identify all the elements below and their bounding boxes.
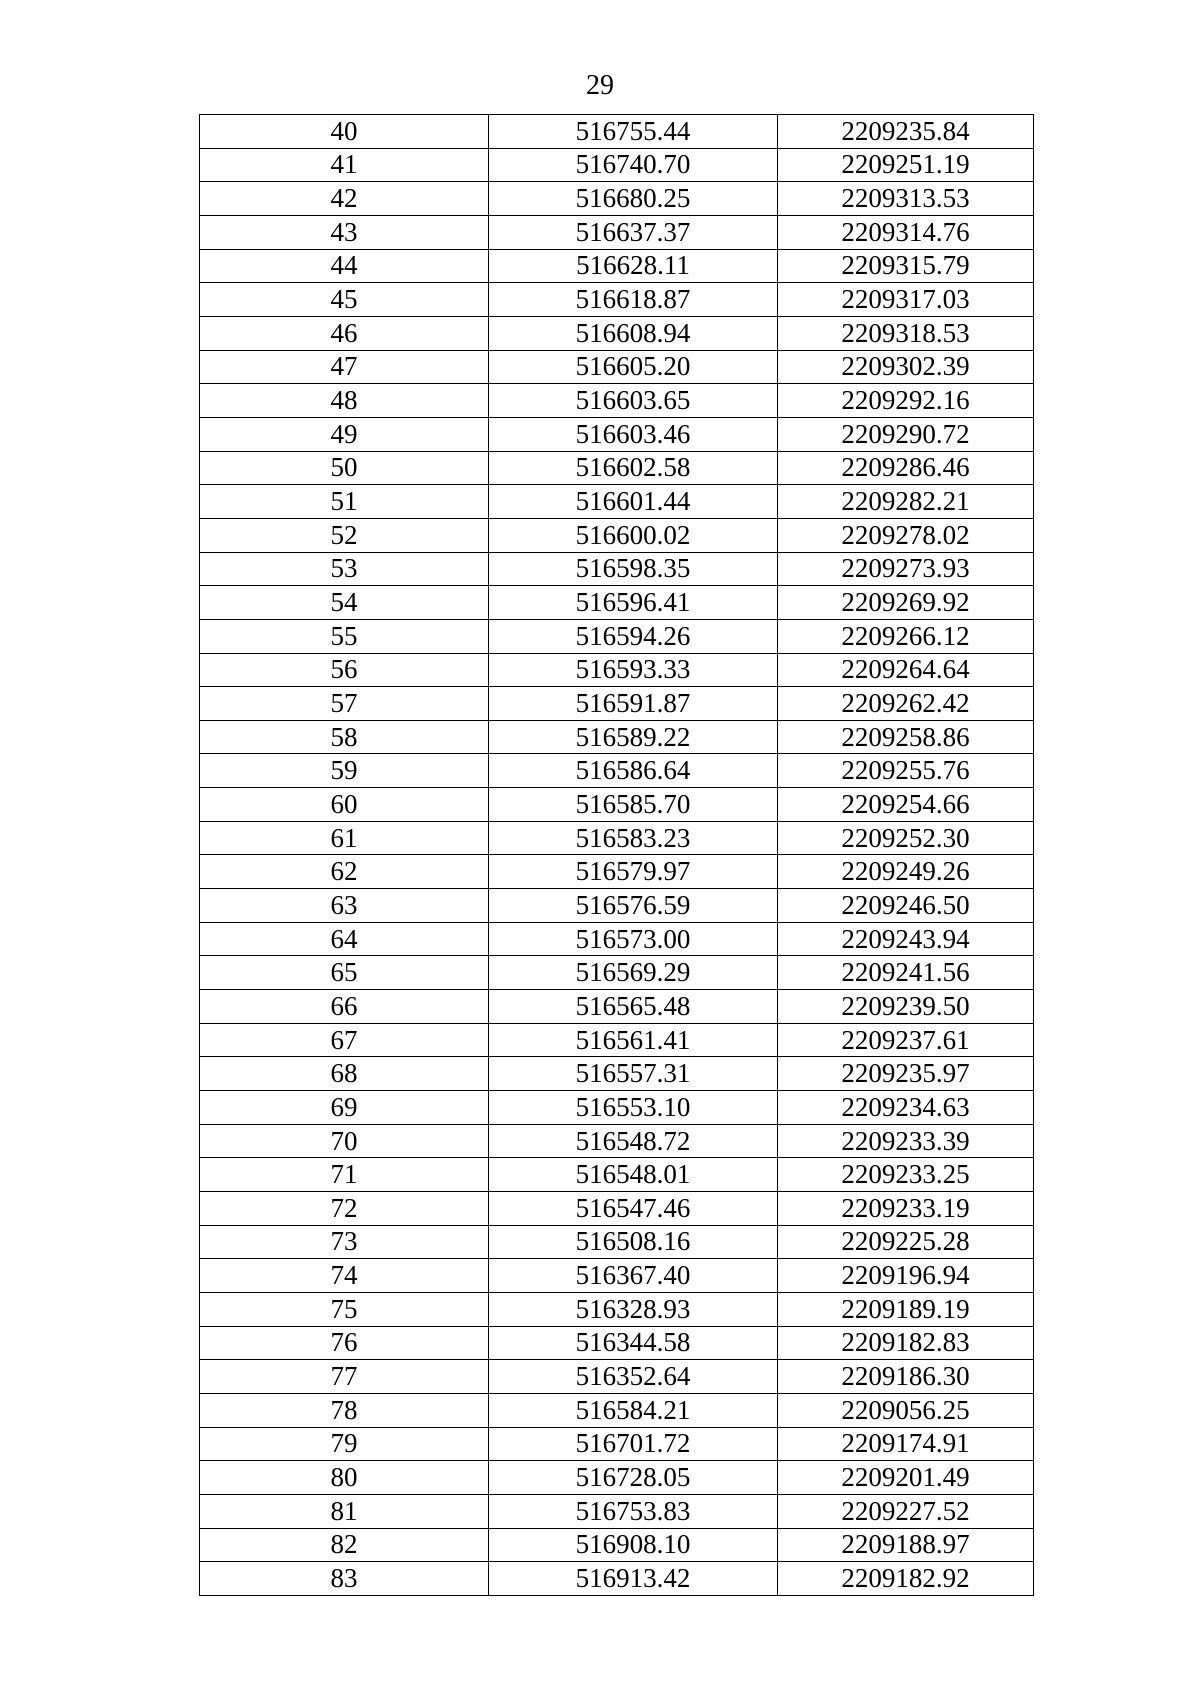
table-row bbox=[200, 182, 1034, 216]
point-number-cell: 51 bbox=[200, 485, 489, 519]
y-coordinate-cell: 2209243.94 bbox=[778, 922, 1034, 956]
point-number-cell: 53 bbox=[200, 552, 489, 586]
table-row bbox=[200, 1528, 1034, 1562]
point-number-cell: 49 bbox=[200, 417, 489, 451]
x-coordinate-cell: 516628.11 bbox=[489, 249, 778, 283]
x-coordinate-cell: 516548.01 bbox=[489, 1158, 778, 1192]
table-row bbox=[200, 1461, 1034, 1495]
x-coordinate-cell: 516594.26 bbox=[489, 619, 778, 653]
point-number-cell: 48 bbox=[200, 384, 489, 418]
x-coordinate-cell: 516740.70 bbox=[489, 148, 778, 182]
point-number-cell: 73 bbox=[200, 1225, 489, 1259]
x-coordinate-cell: 516576.59 bbox=[489, 889, 778, 923]
point-number-cell: 62 bbox=[200, 855, 489, 889]
table-row bbox=[200, 1427, 1034, 1461]
x-coordinate-cell: 516586.64 bbox=[489, 754, 778, 788]
x-coordinate-cell: 516598.35 bbox=[489, 552, 778, 586]
table-row bbox=[200, 518, 1034, 552]
point-number-cell: 41 bbox=[200, 148, 489, 182]
table-row bbox=[200, 115, 1034, 149]
point-number-cell: 72 bbox=[200, 1192, 489, 1226]
table-row bbox=[200, 956, 1034, 990]
y-coordinate-cell: 2209282.21 bbox=[778, 485, 1034, 519]
y-coordinate-cell: 2209186.30 bbox=[778, 1360, 1034, 1394]
x-coordinate-cell: 516585.70 bbox=[489, 788, 778, 822]
x-coordinate-cell: 516601.44 bbox=[489, 485, 778, 519]
x-coordinate-cell: 516569.29 bbox=[489, 956, 778, 990]
point-number-cell: 74 bbox=[200, 1259, 489, 1293]
y-coordinate-cell: 2209264.64 bbox=[778, 653, 1034, 687]
table-row bbox=[200, 316, 1034, 350]
y-coordinate-cell: 2209314.76 bbox=[778, 215, 1034, 249]
y-coordinate-cell: 2209255.76 bbox=[778, 754, 1034, 788]
table-row bbox=[200, 485, 1034, 519]
y-coordinate-cell: 2209286.46 bbox=[778, 451, 1034, 485]
x-coordinate-cell: 516573.00 bbox=[489, 922, 778, 956]
y-coordinate-cell: 2209246.50 bbox=[778, 889, 1034, 923]
x-coordinate-cell: 516913.42 bbox=[489, 1562, 778, 1596]
point-number-cell: 68 bbox=[200, 1057, 489, 1091]
point-number-cell: 81 bbox=[200, 1494, 489, 1528]
x-coordinate-cell: 516328.93 bbox=[489, 1292, 778, 1326]
table-row bbox=[200, 1393, 1034, 1427]
y-coordinate-cell: 2209182.83 bbox=[778, 1326, 1034, 1360]
table-row bbox=[200, 1562, 1034, 1596]
table-row bbox=[200, 1326, 1034, 1360]
table-row bbox=[200, 417, 1034, 451]
table-row bbox=[200, 687, 1034, 721]
point-number-cell: 64 bbox=[200, 922, 489, 956]
table-row bbox=[200, 653, 1034, 687]
table-row bbox=[200, 1292, 1034, 1326]
point-number-cell: 63 bbox=[200, 889, 489, 923]
x-coordinate-cell: 516596.41 bbox=[489, 586, 778, 620]
point-number-cell: 65 bbox=[200, 956, 489, 990]
table-row bbox=[200, 720, 1034, 754]
table-row bbox=[200, 1192, 1034, 1226]
x-coordinate-cell: 516553.10 bbox=[489, 1091, 778, 1125]
table-row bbox=[200, 350, 1034, 384]
table-row bbox=[200, 249, 1034, 283]
x-coordinate-cell: 516352.64 bbox=[489, 1360, 778, 1394]
point-number-cell: 71 bbox=[200, 1158, 489, 1192]
y-coordinate-cell: 2209235.84 bbox=[778, 115, 1034, 149]
table-row bbox=[200, 1360, 1034, 1394]
table-row bbox=[200, 788, 1034, 822]
x-coordinate-cell: 516680.25 bbox=[489, 182, 778, 216]
y-coordinate-cell: 2209233.19 bbox=[778, 1192, 1034, 1226]
point-number-cell: 79 bbox=[200, 1427, 489, 1461]
x-coordinate-cell: 516637.37 bbox=[489, 215, 778, 249]
table-row bbox=[200, 384, 1034, 418]
point-number-cell: 50 bbox=[200, 451, 489, 485]
x-coordinate-cell: 516557.31 bbox=[489, 1057, 778, 1091]
y-coordinate-cell: 2209056.25 bbox=[778, 1393, 1034, 1427]
x-coordinate-cell: 516908.10 bbox=[489, 1528, 778, 1562]
table-row bbox=[200, 148, 1034, 182]
table-row bbox=[200, 855, 1034, 889]
point-number-cell: 76 bbox=[200, 1326, 489, 1360]
table-row bbox=[200, 619, 1034, 653]
table-row bbox=[200, 1124, 1034, 1158]
y-coordinate-cell: 2209174.91 bbox=[778, 1427, 1034, 1461]
point-number-cell: 54 bbox=[200, 586, 489, 620]
y-coordinate-cell: 2209251.19 bbox=[778, 148, 1034, 182]
x-coordinate-cell: 516367.40 bbox=[489, 1259, 778, 1293]
point-number-cell: 42 bbox=[200, 182, 489, 216]
x-coordinate-cell: 516344.58 bbox=[489, 1326, 778, 1360]
point-number-cell: 58 bbox=[200, 720, 489, 754]
y-coordinate-cell: 2209235.97 bbox=[778, 1057, 1034, 1091]
y-coordinate-cell: 2209196.94 bbox=[778, 1259, 1034, 1293]
y-coordinate-cell: 2209258.86 bbox=[778, 720, 1034, 754]
point-number-cell: 46 bbox=[200, 316, 489, 350]
x-coordinate-cell: 516547.46 bbox=[489, 1192, 778, 1226]
y-coordinate-cell: 2209225.28 bbox=[778, 1225, 1034, 1259]
point-number-cell: 43 bbox=[200, 215, 489, 249]
x-coordinate-cell: 516600.02 bbox=[489, 518, 778, 552]
x-coordinate-cell: 516602.58 bbox=[489, 451, 778, 485]
y-coordinate-cell: 2209254.66 bbox=[778, 788, 1034, 822]
x-coordinate-cell: 516603.46 bbox=[489, 417, 778, 451]
y-coordinate-cell: 2209269.92 bbox=[778, 586, 1034, 620]
y-coordinate-cell: 2209252.30 bbox=[778, 821, 1034, 855]
point-number-cell: 82 bbox=[200, 1528, 489, 1562]
x-coordinate-cell: 516548.72 bbox=[489, 1124, 778, 1158]
table-row bbox=[200, 586, 1034, 620]
table-row bbox=[200, 754, 1034, 788]
y-coordinate-cell: 2209278.02 bbox=[778, 518, 1034, 552]
x-coordinate-cell: 516584.21 bbox=[489, 1393, 778, 1427]
y-coordinate-cell: 2209237.61 bbox=[778, 1023, 1034, 1057]
y-coordinate-cell: 2209318.53 bbox=[778, 316, 1034, 350]
point-number-cell: 55 bbox=[200, 619, 489, 653]
x-coordinate-cell: 516701.72 bbox=[489, 1427, 778, 1461]
point-number-cell: 52 bbox=[200, 518, 489, 552]
point-number-cell: 61 bbox=[200, 821, 489, 855]
point-number-cell: 57 bbox=[200, 687, 489, 721]
y-coordinate-cell: 2209182.92 bbox=[778, 1562, 1034, 1596]
y-coordinate-cell: 2209201.49 bbox=[778, 1461, 1034, 1495]
table-row bbox=[200, 215, 1034, 249]
table-row bbox=[200, 552, 1034, 586]
y-coordinate-cell: 2209233.25 bbox=[778, 1158, 1034, 1192]
table-row bbox=[200, 1225, 1034, 1259]
x-coordinate-cell: 516579.97 bbox=[489, 855, 778, 889]
point-number-cell: 47 bbox=[200, 350, 489, 384]
table-row bbox=[200, 889, 1034, 923]
table-row bbox=[200, 990, 1034, 1024]
point-number-cell: 70 bbox=[200, 1124, 489, 1158]
table-row bbox=[200, 1091, 1034, 1125]
point-number-cell: 66 bbox=[200, 990, 489, 1024]
page-number: 29 bbox=[586, 70, 614, 101]
y-coordinate-cell: 2209262.42 bbox=[778, 687, 1034, 721]
x-coordinate-cell: 516561.41 bbox=[489, 1023, 778, 1057]
table-row bbox=[200, 1057, 1034, 1091]
point-number-cell: 67 bbox=[200, 1023, 489, 1057]
y-coordinate-cell: 2209290.72 bbox=[778, 417, 1034, 451]
y-coordinate-cell: 2209273.93 bbox=[778, 552, 1034, 586]
x-coordinate-cell: 516593.33 bbox=[489, 653, 778, 687]
point-number-cell: 59 bbox=[200, 754, 489, 788]
y-coordinate-cell: 2209233.39 bbox=[778, 1124, 1034, 1158]
y-coordinate-cell: 2209302.39 bbox=[778, 350, 1034, 384]
point-number-cell: 83 bbox=[200, 1562, 489, 1596]
table-row bbox=[200, 1494, 1034, 1528]
table-row bbox=[200, 1023, 1034, 1057]
point-number-cell: 78 bbox=[200, 1393, 489, 1427]
table-row bbox=[200, 922, 1034, 956]
x-coordinate-cell: 516591.87 bbox=[489, 687, 778, 721]
table-row bbox=[200, 451, 1034, 485]
x-coordinate-cell: 516753.83 bbox=[489, 1494, 778, 1528]
y-coordinate-cell: 2209292.16 bbox=[778, 384, 1034, 418]
table-row bbox=[200, 821, 1034, 855]
x-coordinate-cell: 516589.22 bbox=[489, 720, 778, 754]
y-coordinate-cell: 2209227.52 bbox=[778, 1494, 1034, 1528]
y-coordinate-cell: 2209313.53 bbox=[778, 182, 1034, 216]
y-coordinate-cell: 2209317.03 bbox=[778, 283, 1034, 317]
table-row bbox=[200, 283, 1034, 317]
y-coordinate-cell: 2209315.79 bbox=[778, 249, 1034, 283]
point-number-cell: 80 bbox=[200, 1461, 489, 1495]
x-coordinate-cell: 516565.48 bbox=[489, 990, 778, 1024]
coordinates-table-body bbox=[200, 115, 1034, 1596]
y-coordinate-cell: 2209249.26 bbox=[778, 855, 1034, 889]
point-number-cell: 77 bbox=[200, 1360, 489, 1394]
x-coordinate-cell: 516755.44 bbox=[489, 115, 778, 149]
x-coordinate-cell: 516508.16 bbox=[489, 1225, 778, 1259]
point-number-cell: 44 bbox=[200, 249, 489, 283]
y-coordinate-cell: 2209241.56 bbox=[778, 956, 1034, 990]
table-row bbox=[200, 1158, 1034, 1192]
y-coordinate-cell: 2209234.63 bbox=[778, 1091, 1034, 1125]
point-number-cell: 45 bbox=[200, 283, 489, 317]
point-number-cell: 40 bbox=[200, 115, 489, 149]
x-coordinate-cell: 516603.65 bbox=[489, 384, 778, 418]
point-number-cell: 75 bbox=[200, 1292, 489, 1326]
table-row bbox=[200, 1259, 1034, 1293]
x-coordinate-cell: 516728.05 bbox=[489, 1461, 778, 1495]
y-coordinate-cell: 2209189.19 bbox=[778, 1292, 1034, 1326]
x-coordinate-cell: 516618.87 bbox=[489, 283, 778, 317]
x-coordinate-cell: 516583.23 bbox=[489, 821, 778, 855]
y-coordinate-cell: 2209188.97 bbox=[778, 1528, 1034, 1562]
x-coordinate-cell: 516605.20 bbox=[489, 350, 778, 384]
point-number-cell: 60 bbox=[200, 788, 489, 822]
coordinates-table bbox=[199, 114, 1034, 1596]
x-coordinate-cell: 516608.94 bbox=[489, 316, 778, 350]
point-number-cell: 69 bbox=[200, 1091, 489, 1125]
point-number-cell: 56 bbox=[200, 653, 489, 687]
y-coordinate-cell: 2209266.12 bbox=[778, 619, 1034, 653]
y-coordinate-cell: 2209239.50 bbox=[778, 990, 1034, 1024]
